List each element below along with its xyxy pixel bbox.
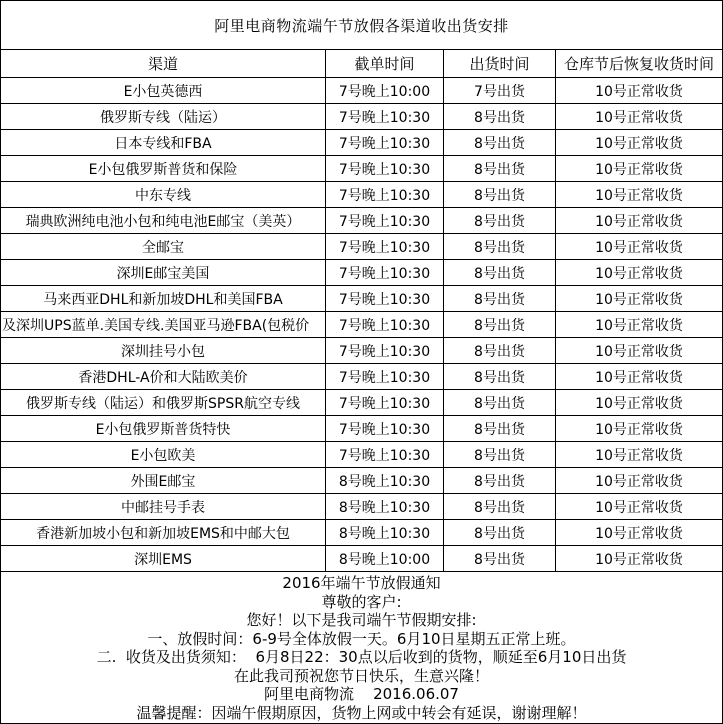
ship-time-cell: 8号出货 bbox=[444, 364, 556, 390]
table-row bbox=[1, 494, 722, 520]
resume-time-cell: 10号正常收货 bbox=[556, 546, 722, 572]
table-row bbox=[1, 312, 722, 338]
cutoff-time-cell: 7号晚上10:30 bbox=[326, 442, 444, 468]
resume-time-cell: 10号正常收货 bbox=[556, 104, 722, 130]
cutoff-time-cell: 7号晚上10:30 bbox=[326, 338, 444, 364]
resume-time-cell: 10号正常收货 bbox=[556, 208, 722, 234]
table-row bbox=[1, 260, 722, 286]
ship-time-cell: 8号出货 bbox=[444, 234, 556, 260]
table-row bbox=[1, 416, 722, 442]
cutoff-time-cell: 8号晚上10:00 bbox=[326, 546, 444, 572]
channel-cell: E小包俄罗斯普货和保险 bbox=[1, 156, 326, 182]
table-row bbox=[1, 520, 722, 546]
table-row bbox=[1, 338, 722, 364]
ship-time-cell: 8号出货 bbox=[444, 468, 556, 494]
notice-reminder: 温馨提醒：因端午假期原因，货物上网或中转会有延误，谢谢理解！ bbox=[136, 703, 587, 722]
table-header-row bbox=[1, 50, 722, 78]
resume-time-cell: 10号正常收货 bbox=[556, 78, 722, 104]
channel-cell: 俄罗斯专线（陆运） bbox=[1, 104, 326, 130]
table-row bbox=[1, 546, 722, 572]
ship-time-cell: 8号出货 bbox=[444, 520, 556, 546]
resume-time-cell: 10号正常收货 bbox=[556, 286, 722, 312]
table-row bbox=[1, 442, 722, 468]
channel-cell: 香港DHL-A价和大陆欧美价 bbox=[1, 364, 326, 390]
resume-time-cell: 10号正常收货 bbox=[556, 442, 722, 468]
table-row bbox=[1, 468, 722, 494]
channel-cell: 及深圳UPS蓝单.美国专线.美国亚马逊FBA(包税价 bbox=[1, 312, 326, 338]
notice-section bbox=[1, 572, 722, 722]
ship-time-cell: 8号出货 bbox=[444, 312, 556, 338]
notice-item-2: 二. 收货及出货须知： 6月8日22：30点以后收到的货物，顺延至6月10日出货 bbox=[96, 648, 627, 666]
cutoff-time-cell: 7号晚上10:30 bbox=[326, 104, 444, 130]
cutoff-time-cell: 7号晚上10:30 bbox=[326, 182, 444, 208]
resume-time-cell: 10号正常收货 bbox=[556, 312, 722, 338]
table-row bbox=[1, 390, 722, 416]
ship-time-cell: 8号出货 bbox=[444, 546, 556, 572]
notice-greeting: 您好！以下是我司端午节假期安排: bbox=[246, 611, 477, 629]
resume-time-cell: 10号正常收货 bbox=[556, 130, 722, 156]
resume-time-cell: 10号正常收货 bbox=[556, 494, 722, 520]
ship-time-cell: 8号出货 bbox=[444, 390, 556, 416]
resume-time-cell: 10号正常收货 bbox=[556, 520, 722, 546]
table-row bbox=[1, 208, 722, 234]
notice-signature: 阿里电商物流 2016.06.07 bbox=[264, 685, 459, 703]
ship-time-cell: 8号出货 bbox=[444, 442, 556, 468]
resume-time-cell: 10号正常收货 bbox=[556, 182, 722, 208]
resume-time-cell: 10号正常收货 bbox=[556, 156, 722, 182]
cutoff-time-cell: 7号晚上10:30 bbox=[326, 364, 444, 390]
channel-cell: 外围E邮宝 bbox=[1, 468, 326, 494]
channel-cell: 深圳挂号小包 bbox=[1, 338, 326, 364]
table-row bbox=[1, 130, 722, 156]
cutoff-time-cell: 7号晚上10:00 bbox=[326, 78, 444, 104]
ship-time-cell: 8号出货 bbox=[444, 286, 556, 312]
cutoff-time-cell: 8号晚上10:30 bbox=[326, 494, 444, 520]
notice-wishes: 在此我司预祝您节日快乐，生意兴隆！ bbox=[233, 666, 489, 685]
ship-time-cell: 8号出货 bbox=[444, 338, 556, 364]
channel-cell: 深圳E邮宝美国 bbox=[1, 260, 326, 286]
channel-cell: E小包俄罗斯普货特快 bbox=[1, 416, 326, 442]
ship-time-cell: 8号出货 bbox=[444, 416, 556, 442]
notice-title: 2016年端午节放假通知 bbox=[282, 574, 441, 592]
channel-cell: E小包英德西 bbox=[1, 78, 326, 104]
ship-time-cell: 8号出货 bbox=[444, 182, 556, 208]
channel-cell: 中东专线 bbox=[1, 182, 326, 208]
cutoff-time-cell: 7号晚上10:30 bbox=[326, 260, 444, 286]
cutoff-time-cell: 7号晚上10:30 bbox=[326, 156, 444, 182]
resume-time-cell: 10号正常收货 bbox=[556, 364, 722, 390]
channel-cell: 香港新加坡小包和新加坡EMS和中邮大包 bbox=[1, 520, 326, 546]
cutoff-time-cell: 7号晚上10:30 bbox=[326, 312, 444, 338]
resume-time-cell: 10号正常收货 bbox=[556, 338, 722, 364]
channel-cell: 俄罗斯专线（陆运）和俄罗斯SPSR航空专线 bbox=[1, 390, 326, 416]
table-row bbox=[1, 364, 722, 390]
cutoff-time-cell: 8号晚上10:30 bbox=[326, 520, 444, 546]
header-ship-time: 出货时间 bbox=[444, 50, 556, 78]
ship-time-cell: 8号出货 bbox=[444, 156, 556, 182]
channel-cell: 马来西亚DHL和新加坡DHL和美国FBA bbox=[1, 286, 326, 312]
ship-time-cell: 8号出货 bbox=[444, 104, 556, 130]
cutoff-time-cell: 8号晚上10:30 bbox=[326, 468, 444, 494]
ship-time-cell: 8号出货 bbox=[444, 260, 556, 286]
table-row bbox=[1, 286, 722, 312]
header-resume-time: 仓库节后恢复收货时间 bbox=[556, 50, 722, 78]
resume-time-cell: 10号正常收货 bbox=[556, 260, 722, 286]
resume-time-cell: 10号正常收货 bbox=[556, 234, 722, 260]
channel-cell: 日本专线和FBA bbox=[1, 130, 326, 156]
header-channel: 渠道 bbox=[1, 50, 326, 78]
page-title: 阿里电商物流端午节放假各渠道收出货安排 bbox=[1, 1, 722, 50]
cutoff-time-cell: 7号晚上10:30 bbox=[326, 234, 444, 260]
ship-time-cell: 8号出货 bbox=[444, 494, 556, 520]
resume-time-cell: 10号正常收货 bbox=[556, 468, 722, 494]
channel-cell: 深圳EMS bbox=[1, 546, 326, 572]
notice-salutation: 尊敬的客户: bbox=[321, 592, 402, 611]
channel-cell: 中邮挂号手表 bbox=[1, 494, 326, 520]
resume-time-cell: 10号正常收货 bbox=[556, 416, 722, 442]
ship-time-cell: 8号出货 bbox=[444, 208, 556, 234]
table-body bbox=[1, 78, 722, 572]
channel-cell: E小包欧美 bbox=[1, 442, 326, 468]
table-row bbox=[1, 234, 722, 260]
cutoff-time-cell: 7号晚上10:30 bbox=[326, 130, 444, 156]
channel-cell: 瑞典欧洲纯电池小包和纯电池E邮宝（美英） bbox=[1, 208, 326, 234]
resume-time-cell: 10号正常收货 bbox=[556, 390, 722, 416]
cutoff-time-cell: 7号晚上10:30 bbox=[326, 208, 444, 234]
table-row bbox=[1, 156, 722, 182]
table-row bbox=[1, 104, 722, 130]
header-cutoff-time: 截单时间 bbox=[326, 50, 444, 78]
channel-cell: 全邮宝 bbox=[1, 234, 326, 260]
table-row bbox=[1, 78, 722, 104]
cutoff-time-cell: 7号晚上10:30 bbox=[326, 286, 444, 312]
ship-time-cell: 7号出货 bbox=[444, 78, 556, 104]
ship-time-cell: 8号出货 bbox=[444, 130, 556, 156]
cutoff-time-cell: 7号晚上10:30 bbox=[326, 416, 444, 442]
cutoff-time-cell: 7号晚上10:30 bbox=[326, 390, 444, 416]
table-row bbox=[1, 182, 722, 208]
notice-item-1: 一、放假时间：6-9号全体放假一天。6月10日星期五正常上班。 bbox=[147, 629, 576, 648]
